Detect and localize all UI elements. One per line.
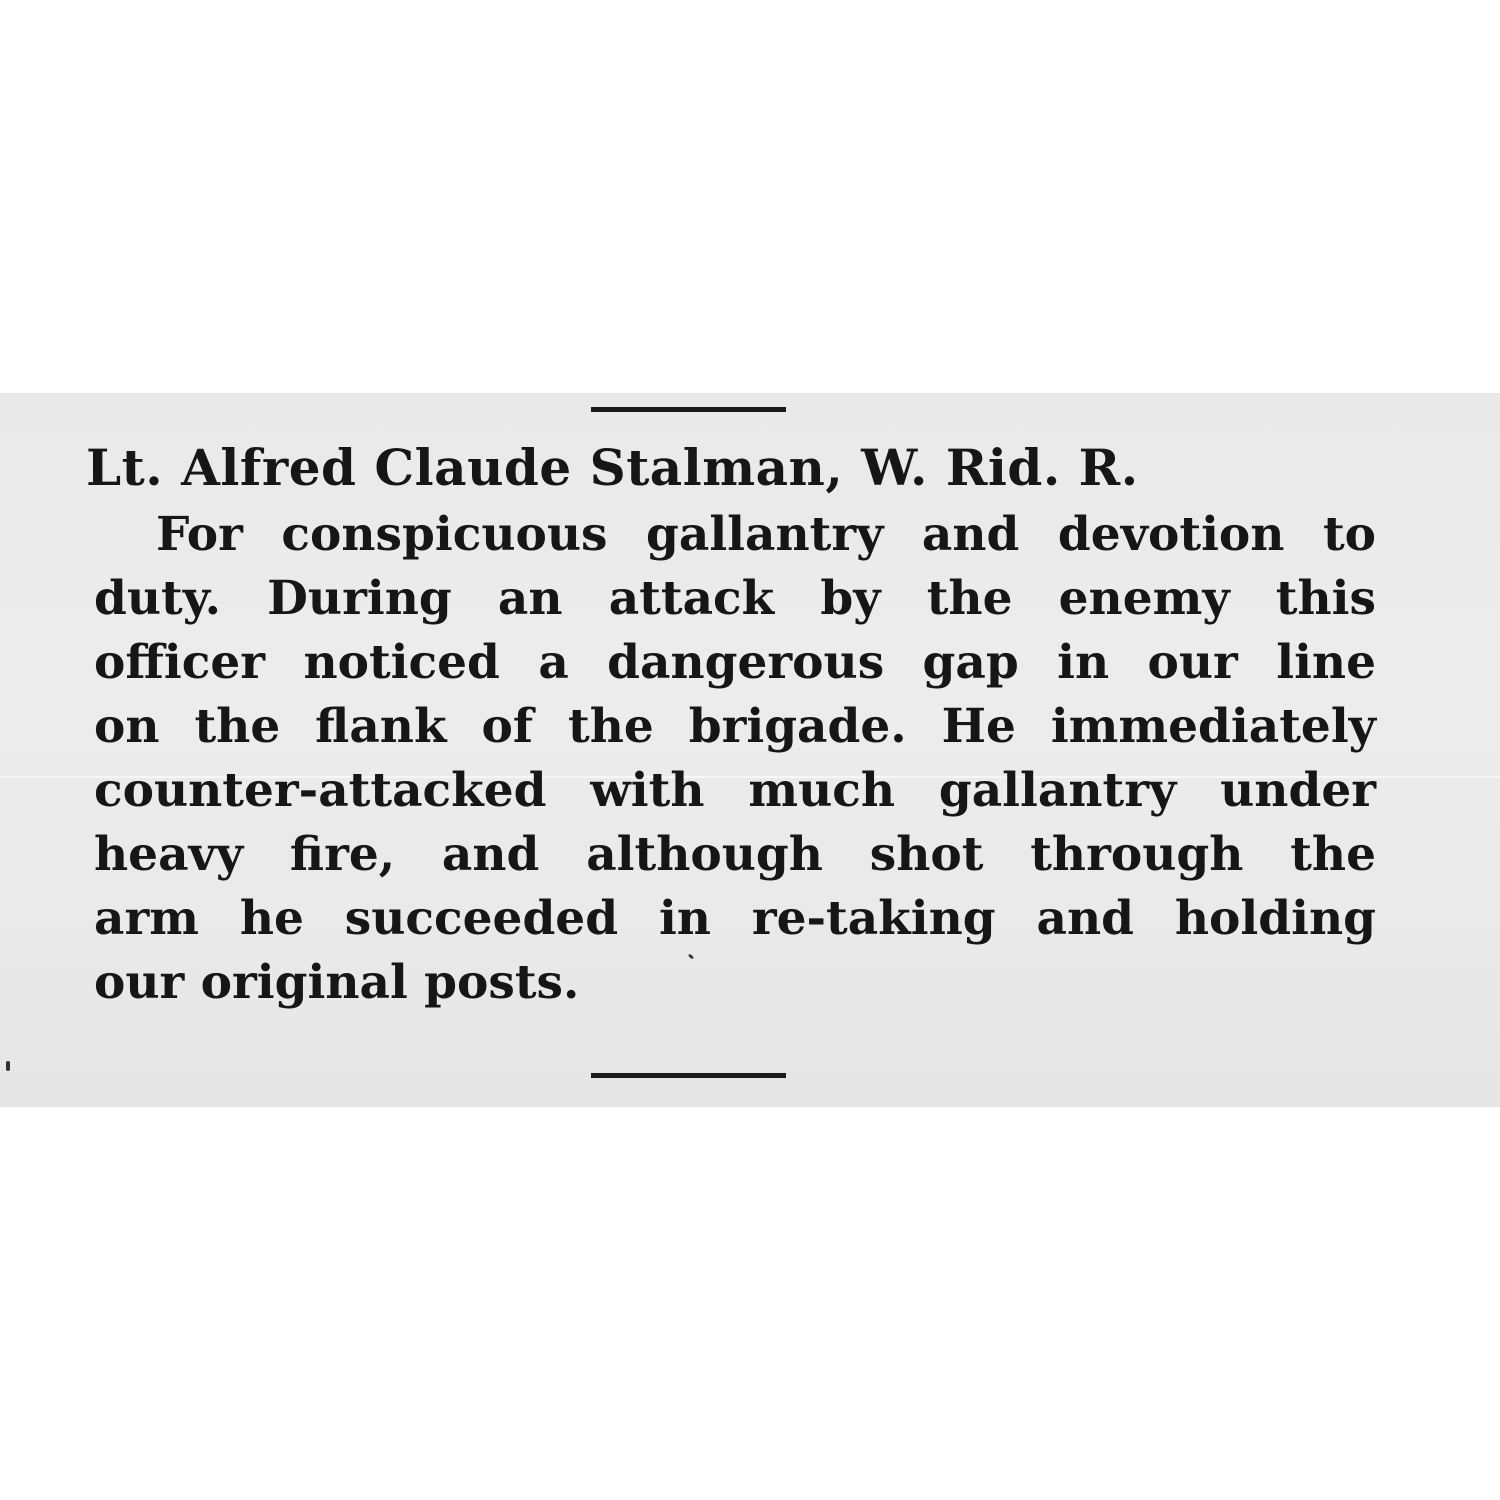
- citation-line-6: heavy fire, and although shot through the: [94, 827, 1376, 882]
- citation-line-1: For conspicuous gallantry and devotion to: [156, 507, 1376, 562]
- citation-line-4: on the flank of the brigade. He immediately: [94, 699, 1376, 754]
- newspaper-clipping: [0, 393, 1500, 1107]
- citation-line-2: duty. During an attack by the enemy this: [94, 571, 1376, 626]
- citation-line-8: our original posts.: [94, 955, 580, 1010]
- citation-block: [86, 433, 1376, 1015]
- ink-speck: [6, 1061, 10, 1071]
- citation-line-3: officer noticed a dangerous gap in our line: [94, 635, 1376, 690]
- citation-line-5: counter-attacked with much gallantry under: [94, 763, 1376, 818]
- top-divider-rule: [591, 407, 786, 412]
- citation-heading: Lt. Alfred Claude Stalman, W. Rid. R.: [86, 438, 1139, 497]
- bottom-divider-rule: [591, 1073, 786, 1078]
- citation-line-7: arm he succeeded in re-taking and holding: [94, 891, 1376, 946]
